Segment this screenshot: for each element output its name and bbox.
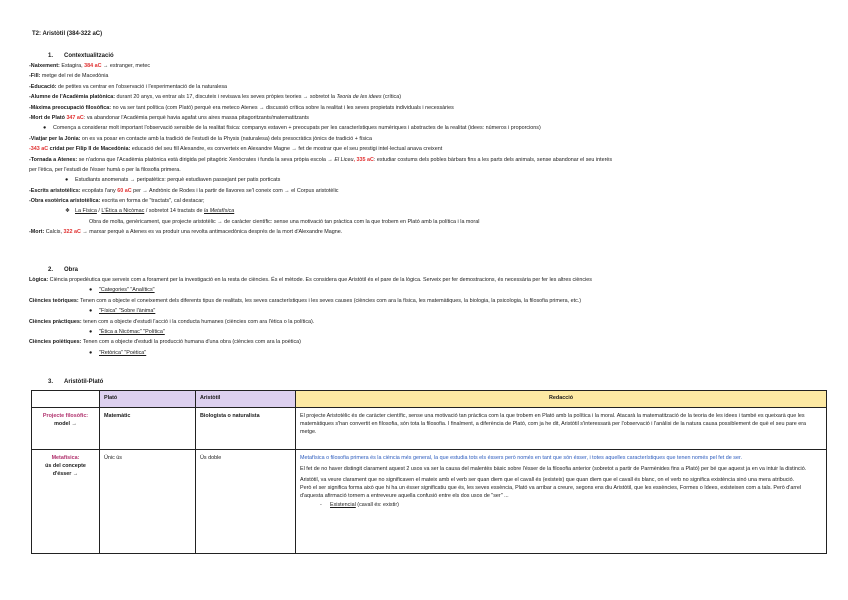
bullet-icon: ● — [89, 287, 93, 294]
context-line-death: -Mort: Calcis, 322 aC → marxar perquè a Atenes es va produir una revolta antimacedònica després de la mort d'Alexandre Magne. — [29, 229, 343, 236]
obra-practical-works: ● "Ètica a Nicòmac" "Política" — [89, 328, 165, 335]
context-bullet-peripatetics: ● Estudiants anomenats → peripatètics: perquè estudiaven passejant per patis porticats — [65, 177, 281, 184]
context-bullet-works: ❖ La Física / L'Ètica a Nicòmac / sobretot 14 tractats de la Metafísica — [65, 208, 235, 215]
section-number: 1. — [48, 53, 54, 59]
cell-redaccio: El projecte Aristotèlic és de caràcter científic, sense una motivació tan pràctica com la que trobem en Plató amb la política i la moral. Atacarà la matematització de la teoria de les idees i també es queixarà que les matemàtiques s'han convertit en filosofia, són tota la filosofia. I finalment, a diferència de Plató, com ja he dit, Aristòtil s'interessarà per l'observació i l'anàlisi de la natura causa possiblement de què el seu pare era metge. — [296, 408, 827, 450]
obra-theoretical: Ciències teòriques: Tenen com a objecte el coneixement dels diferents tipus de realitats, les seves característiques i les seves causes (ciències com ara la física, les matemàtiques, la biologia, la psicologia, la filosofia primera, etc.) — [29, 297, 582, 304]
diamond-bullet-icon: ❖ — [65, 208, 70, 215]
table-header-redaccio: Redacció — [296, 391, 827, 408]
obra-practical: Ciències pràctiques: tenen com a objecte d'estudi l'acció i la conducta humanes (ciències com ara l'ètica o la política). — [29, 318, 315, 325]
paragraph: Metafísica o filosofia primera és la ciència més general, la que estudia tots els éssers però només en tant que són ésser, i totes aquelles característiques que tenen només pel fet de ser. — [300, 455, 742, 461]
row-label-metaphysics: Metafísica: ús del concepte d'ésser → — [32, 450, 100, 554]
table-header-row — [32, 391, 827, 408]
table-row — [32, 450, 827, 554]
context-bullet-observation: ● Comença a considerar molt important l'observació sensible de la realitat física: companys estaven + preocupats per les característiques numèriques i abstractes de la realitat (idees: números i proporcions) — [43, 125, 541, 132]
table-header-plato: Plató — [100, 391, 196, 408]
context-line-writings: -Escrits aristotèlics: ecopilats l'any 60 aC per → Andrònic de Rodes i la partir de llavores se'l coneix com → el Corpus aristotèlic — [29, 187, 339, 194]
obra-logic: Lògica: Ciència propedèutica que serveix com a forament per la investigació en la resta de ciències. És el mètode. Es considera que Aristòtil és el pare de la lògica. Serveix per fer demostracions, és necessària per fer les altres ciències — [29, 277, 593, 283]
context-line-birth: -Naixement: Estagira, 384 aC → estranger, metec — [29, 63, 151, 69]
context-line-ionia: -Viatjar per la Jònia: on es va posar en contacte amb la tradició de l'estudi de la Physis (naturalesa) dels presocràtics jònics de tradició + física — [29, 135, 372, 142]
bullet-icon: ● — [89, 308, 93, 315]
context-block — [29, 62, 829, 239]
context-line-macedonia: -343 aC cridat per Filip II de Macedònia: educació del seu fill Alexandre, es converteix en Alexandre Magne → fet de mostrar que el seu prestigi intel·lectual anava creixent — [29, 146, 443, 153]
context-line-athens: -Tornada a Atenes: se n'adona que l'Acadèmia platònica està dirigida pel pitagòric Xenòcrates i funda la seva pròpia escola → El Liceu, 335 aC: estudiar costums dels pobles bàrbars fins a les parts dels animals, sense abandonar el seu interès — [29, 156, 613, 163]
obra-poietic-works: ● "Retòrica" "Poètica" — [89, 349, 147, 356]
context-line-plato-death: -Mort de Plató 347 aC: va abandonar l'Acadèmia perquè havia agafat uns aires massa pitagoritzants/matematitzants — [29, 114, 309, 121]
obra-block — [29, 276, 829, 359]
cell-redaccio — [296, 450, 827, 554]
bullet-icon: ● — [89, 328, 93, 335]
context-line-concern: -Màxima preocupació filosòfica: no va ser tant política (com Plató) perquè era meteco Atenes → discussió crítica sobre la realitat i les seves propietats individuals i necessàries — [29, 104, 454, 111]
context-line-education: -Educació: de petites va centrar en l'observació i l'experimentació de la naturalesa — [29, 83, 228, 90]
comparison-table — [31, 390, 827, 554]
cell-plato: Matemàtic — [100, 408, 196, 450]
table-row — [32, 408, 827, 450]
table-header-empty — [32, 391, 100, 408]
context-line-project: Obra de molta, genèricament, que projecte aristotèlic → de caràcter científic: sense una motivació tan pràctica com la que trobem en Plató amb la política i la moral — [89, 218, 480, 225]
table-header-aristotil: Aristòtil — [196, 391, 296, 408]
section-heading-comparison: 3. Aristòtil-Plató — [48, 379, 104, 385]
section-title: Contextualització — [64, 53, 114, 59]
section-heading-context — [48, 52, 114, 61]
obra-theoretical-works: ● "Física" "Sobre l'ànima" — [89, 308, 156, 315]
bullet-icon: ● — [43, 125, 47, 132]
dash-bullet-icon: - — [320, 501, 322, 508]
bullet-icon: ● — [65, 177, 69, 184]
sub-bullet: - Existencial (cavall és: existir) — [320, 501, 399, 508]
cell-plato: Únic ús — [100, 450, 196, 554]
context-line-athens-cont: per l'ètica, per l'estudi de l'ésser humà o per la filosofia primera. — [29, 166, 181, 173]
paragraph: Aristòtil, va veure clarament que no significaven el mateix amb el verb ser quan diem que el cavall és (existeix) que quan diem que el cavall és blanc, on el verb no significa existència sinó una mera atribució. — [300, 477, 795, 484]
context-line-esoteric: -Obra esotèrica aristotèlica: escrita en forma de "tractats", cal destacar; — [29, 198, 205, 205]
context-line-academy: -Alumne de l'Acadèmia platònica: durant 20 anys, va entrar als 17, discuteix i revisava les seves pròpies teories → sobretot la Teoria de les idees (crítica) — [29, 94, 402, 101]
cell-aristotil: Biologista o naturalista — [196, 408, 296, 450]
section-heading-obra: 2. Obra — [48, 267, 79, 273]
cell-aristotil: Ús doble — [196, 450, 296, 554]
obra-poietic: Ciències poiètiques: Tenen com a objecte d'estudi la producció humana d'una obra (ciències com ara la poètica) — [29, 339, 301, 346]
paragraph: Però el ser significa forma això que hi ha un ésser significatiu que és, les seves essència, Plató va arribar a creure, segons ens diu Aristòtil, que les essències, Formes o Idees, existeixen com a tals. Però d'arrel d'aquesta afirmació tornem a entreveure aquella confusió entre els dos usos de "ser" ... — [300, 485, 802, 500]
bullet-icon: ● — [89, 349, 93, 356]
context-line-son: -Fill: metge del rei de Macedònia — [29, 73, 109, 80]
paragraph: El fet de no haver distingit clarament aquest 2 usos va ser la causa del malentès bàsic sobre l'ésser de la filosofia anterior (sobretot a partir de Parmènides fins a Plató) per bé que aquest ja en va intuir la distinció. — [300, 466, 807, 473]
row-label-project: Projecte filosòfic: model → — [32, 408, 100, 450]
document-title: T2: Aristòtil (384-322 aC) — [32, 31, 103, 37]
obra-logic-works: ● "Categories" "Analítics" — [89, 287, 155, 294]
